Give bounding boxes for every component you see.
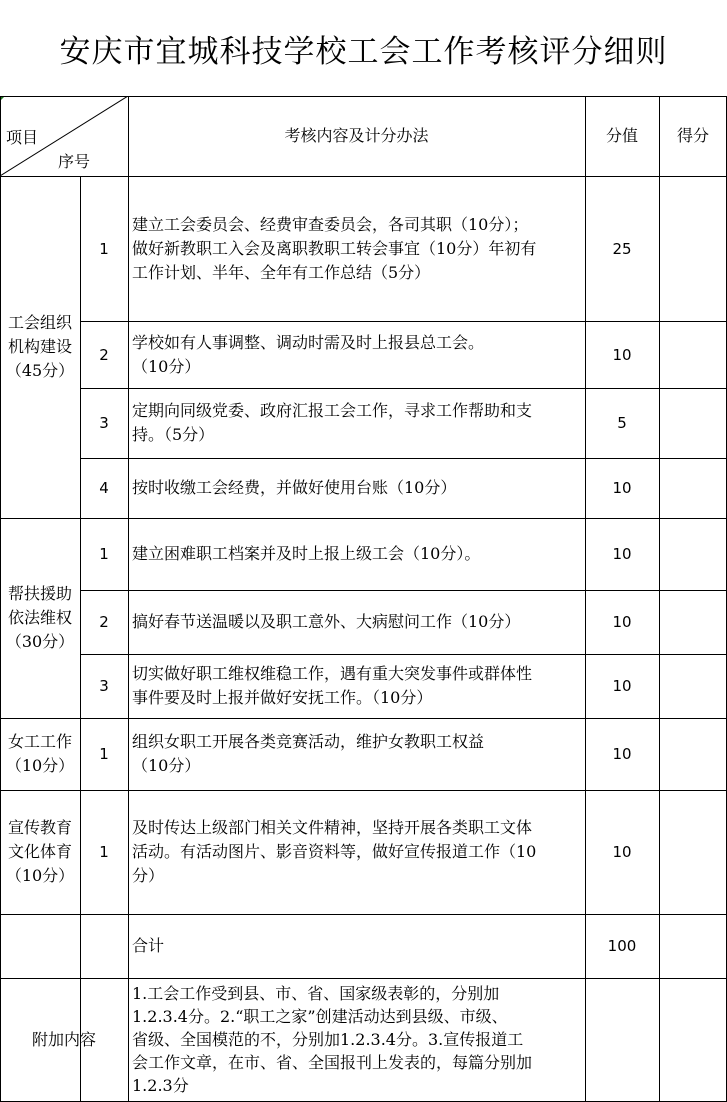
row-content: 建立工会委员会、经费审查委员会，各司其职（10分）； 做好新教职工入会及离职教职工转会事宜（10分）年初有 工作计划、半年、全年有工作总结（5分） <box>132 214 537 282</box>
row-seq: 1 <box>99 239 109 258</box>
row-seq: 1 <box>99 545 109 563</box>
row-points: 10 <box>612 545 632 563</box>
total-label: 合计 <box>132 936 165 955</box>
row-points: 10 <box>612 345 632 364</box>
header-points: 分值 <box>605 126 638 145</box>
page-title: 安庆市宜城科技学校工会工作考核评分细则 <box>59 33 668 70</box>
row-seq: 2 <box>99 345 109 364</box>
extra-name: 附加内容 <box>31 1029 96 1049</box>
row-seq: 4 <box>99 479 109 497</box>
scoring-table <box>0 96 727 1102</box>
header-score: 得分 <box>676 126 709 145</box>
row-content: 搞好春节送温暖以及职工意外、大病慰问工作（10分） <box>132 612 521 631</box>
row-content: 及时传达上级部门相关文件精神，坚持开展各类职工文体 活动。有活动图片、影音资料等，做好宣传报道工作（10 分） <box>132 818 537 885</box>
row-content: 组织女职工开展各类竞赛活动，维护女教职工权益 （10分） <box>132 732 485 775</box>
row-points: 10 <box>612 843 632 861</box>
group-name: 工会组织 机构建设 （45分） <box>5 313 75 380</box>
row-content: 切实做好职工维权维稳工作，遇有重大突发事件或群体性 事件要及时上报并做好安抚工作。（10分） <box>132 664 533 707</box>
row-content: 学校如有人事调整、调动时需及时上报县总工会。 （10分） <box>132 332 485 376</box>
group-name: 女工工作 （10分） <box>5 732 75 775</box>
header-seq: 序号 <box>58 152 91 171</box>
row-content: 定期向同级党委、政府汇报工会工作，寻求工作帮助和支 持。（5分） <box>132 401 533 444</box>
row-seq: 1 <box>99 843 109 861</box>
row-points: 5 <box>617 414 627 432</box>
group-name: 宣传教育 文化体育 （10分） <box>5 818 75 885</box>
row-seq: 1 <box>99 745 109 763</box>
row-points: 25 <box>612 239 632 258</box>
header-item: 项目 <box>6 128 39 147</box>
row-seq: 3 <box>99 677 109 695</box>
total-points: 100 <box>607 937 637 955</box>
row-points: 10 <box>612 479 632 497</box>
row-points: 10 <box>612 745 632 763</box>
group-name: 帮扶援助 依法维权 （30分） <box>5 584 75 651</box>
row-points: 10 <box>612 613 632 631</box>
header-content: 考核内容及计分办法 <box>284 126 429 145</box>
row-content: 建立困难职工档案并及时上报上级工会（10分）。 <box>132 544 481 563</box>
row-points: 10 <box>612 677 632 695</box>
row-seq: 3 <box>99 414 109 432</box>
extra-content: 1.工会工作受到县、市、省、国家级表彰的，分别加 1.2.3.4分。2.“职工之家”创建活动达到县级、市级、 省级、全国模范的不，分别加1.2.3.4分。3.宣传报道工 会工作文章，在市、省、全国报刊上发表的，每篇分别加 1.2.3分 <box>132 984 533 1095</box>
row-seq: 2 <box>99 613 109 631</box>
row-content: 按时收缴工会经费，并做好使用台账（10分） <box>132 478 457 497</box>
